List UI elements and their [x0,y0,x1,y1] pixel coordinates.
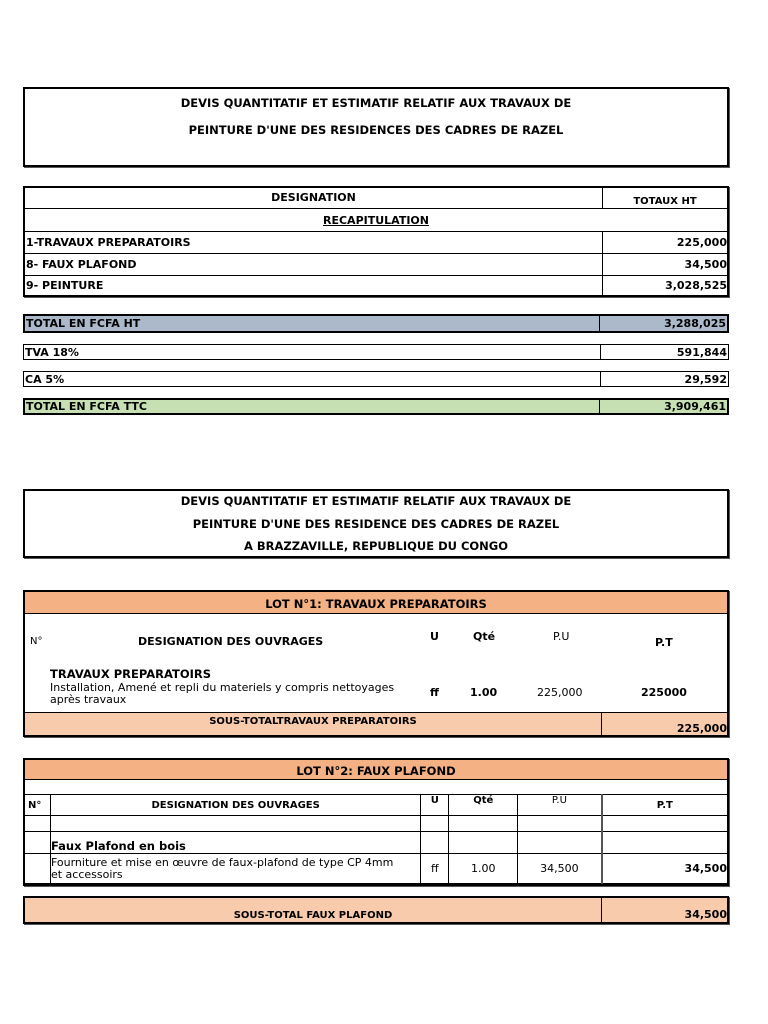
tva-value: 591,844 [600,345,728,359]
lot2-item-pu: 34,500 [518,854,602,884]
lot2-section-row [25,832,728,854]
lot1-item-pu: 225,000 [537,686,583,699]
recap-item-value: 225,000 [602,232,727,253]
title-line-2: PEINTURE D'UNE DES RESIDENCES DES CADRES DE RAZEL [188,123,564,137]
lot2-col-pt: P.T [602,795,728,816]
recap-item-row [25,276,727,295]
lot1-subtotal-value: 225,000 [601,713,727,735]
recap-item-label: 9- PEINTURE [26,279,104,292]
lot2-header-row [25,795,728,816]
lot2-empty-row [25,816,728,832]
lot1-item-unit: ff [430,686,439,699]
total-ttc-row [23,398,729,415]
recap-item-row [25,254,727,276]
recap-item-value: 34,500 [602,254,727,275]
lot2-item-desc-1: Fourniture et mise en œuvre de faux-plafond de type CP 4mm [50,855,394,869]
lot1-col-pu: P.U [553,630,570,643]
lot2-subtotal-value: 34,500 [601,898,727,922]
lot2-item-desc-2: et accessoirs [50,867,123,881]
lot1-subtotal-row [25,712,727,735]
total-ht-label: TOTAL EN FCFA HT [26,317,141,330]
recap-item-label: 1-TRAVAUX PREPARATOIRS [26,236,191,249]
recap-section-title: RECAPITULATION [323,214,429,227]
lot2-item-pt: 34,500 [602,854,728,884]
lot2-col-pu: P.U [518,795,602,816]
lot2-title: LOT N°2: FAUX PLAFOND [296,764,456,778]
lot1-item-desc-2: après travaux [50,693,127,706]
recap-item-label: 8- FAUX PLAFOND [26,258,137,271]
tva-label: TVA 18% [25,345,79,359]
lot1-subtotal-label: SOUS-TOTALTRAVAUX PREPARATOIRS [209,716,417,727]
lot1-col-qty: Qté [473,630,496,643]
title2-line-1: DEVIS QUANTITATIF ET ESTIMATIF RELATIF AUX TRAVAUX DE [180,494,572,508]
ca-label: CA 5% [25,372,65,386]
lot2-subtotal-label: SOUS-TOTAL FAUX PLAFOND [233,910,393,921]
lot2-item-unit: ff [421,854,449,884]
ca-value: 29,592 [600,372,728,386]
lot2-item-row [25,854,728,884]
lot1-col-unit: U [430,630,439,643]
lot2-grid [24,794,728,884]
recap-section-row [25,209,727,232]
lot2-col-designation: DESIGNATION DES OUVRAGES [50,795,420,816]
total-ht-value: 3,288,025 [599,316,727,331]
lot1-header [25,592,727,614]
recap-header-row [25,188,727,209]
lot2-subtotal-row [23,896,729,924]
recap-item-row [25,232,727,254]
lot1-col-pt: P.T [655,636,673,649]
lot2-item-desc [50,854,420,884]
title2-line-2: PEINTURE D'UNE DES RESIDENCE DES CADRES DE RAZEL [192,517,560,531]
lot1-item-title: TRAVAUX PREPARATOIRS [50,667,212,681]
tva-row [23,344,729,360]
lot1-col-num: N° [30,636,43,647]
lot1-col-designation: DESIGNATION DES OUVRAGES [138,635,324,648]
lot1-item-desc-1: Installation, Amené et repli du materiels y compris nettoyages [50,681,395,694]
lot2-header [25,760,727,780]
lot2-table [23,758,729,886]
total-ttc-value: 3,909,461 [599,400,727,413]
lot2-item-qty: 1.00 [449,854,518,884]
title-line-1: DEVIS QUANTITATIF ET ESTIMATIF RELATIF AUX TRAVAUX DE [180,96,572,110]
lot2-section-title: Faux Plafond en bois [50,832,420,854]
total-ht-row [23,314,729,333]
lot1-title: LOT N°1: TRAVAUX PREPARATOIRS [265,597,487,611]
recap-table [23,186,729,297]
total-ttc-label: TOTAL EN FCFA TTC [26,400,147,413]
col-totaux-header: TOTAUX HT [602,188,727,208]
recap-item-value: 3,028,525 [602,276,727,295]
lot1-item-qty: 1.00 [470,686,498,699]
document-title-box [23,87,729,167]
ca-row [23,371,729,387]
title2-line-3: A BRAZZAVILLE, REPUBLIQUE DU CONGO [243,539,509,553]
lot2-col-num: N° [25,795,51,816]
lot1-table [23,590,729,737]
col-designation-header: DESIGNATION [271,191,356,204]
document-title-box-2 [23,489,729,558]
lot2-col-unit: U [421,795,449,816]
lot1-item-pt: 225000 [641,686,687,699]
lot2-col-qty: Qté [449,795,518,816]
